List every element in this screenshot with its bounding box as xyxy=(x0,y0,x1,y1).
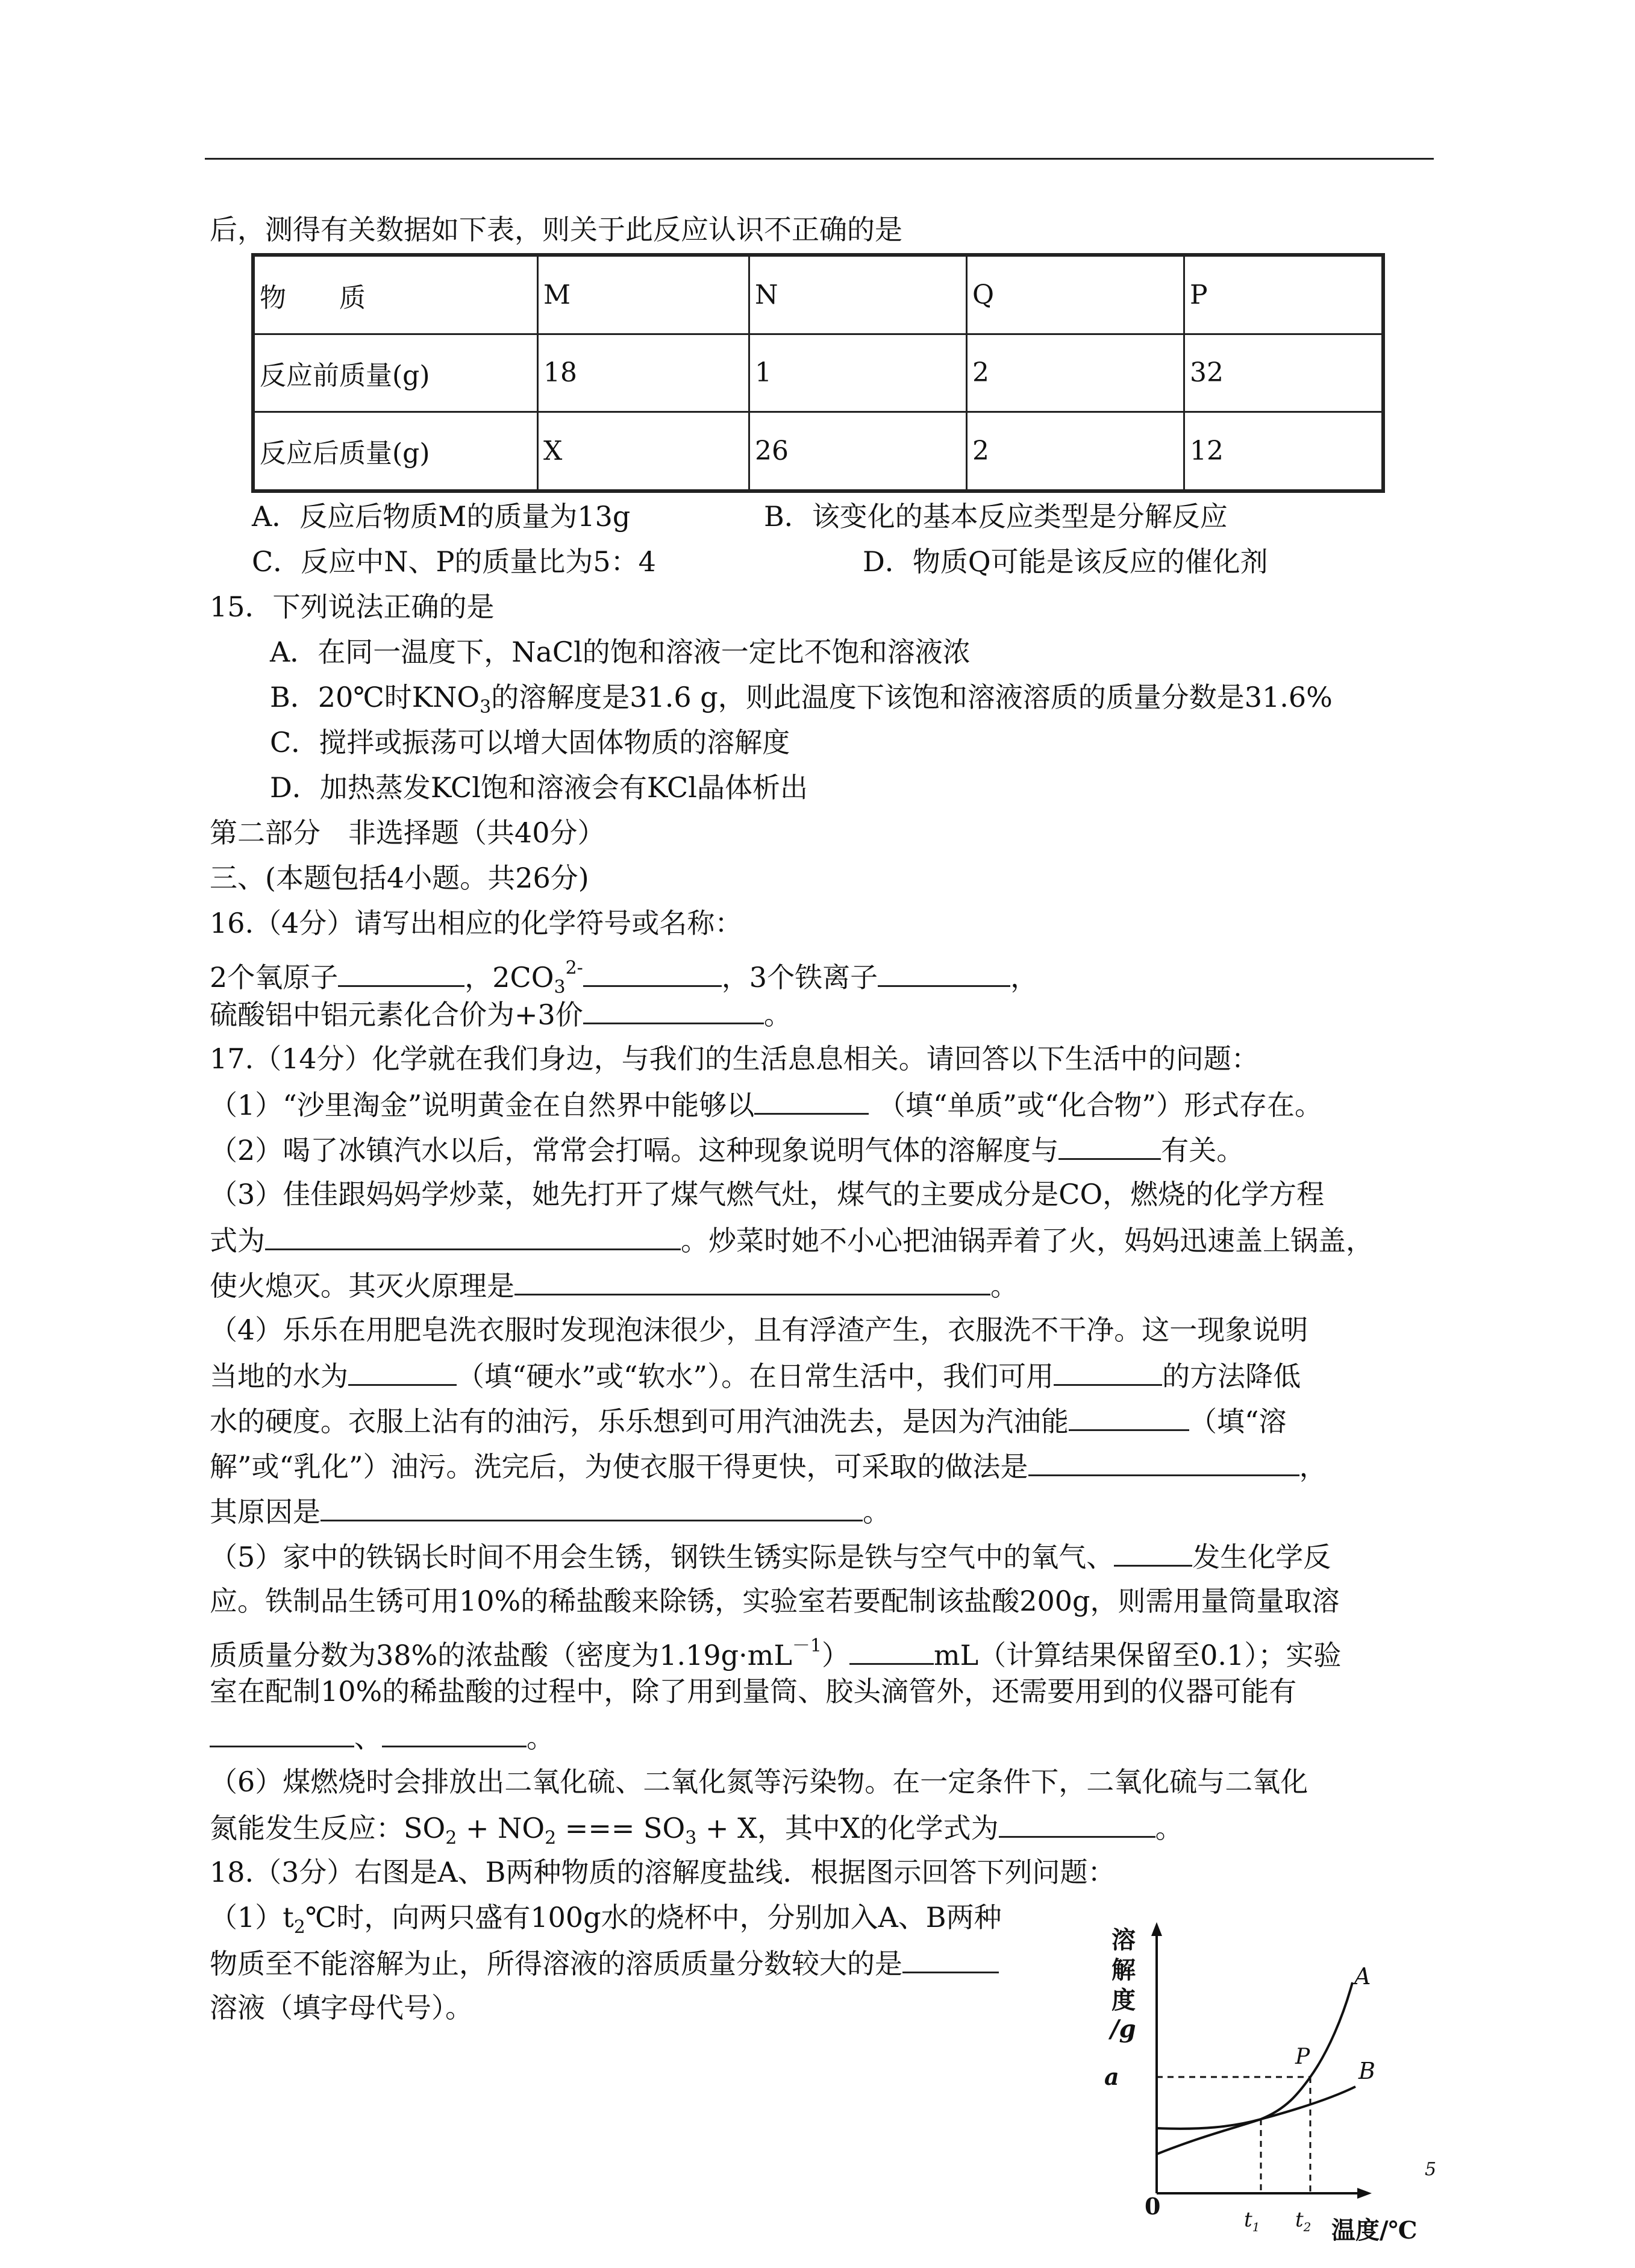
q17-part-4-line-2: 当地的水为 （填“硬水”或“软水”）。在日常生活中，我们可用 的方法降低 xyxy=(210,1358,1301,1394)
answer-blank xyxy=(320,1493,863,1521)
answer-blank xyxy=(583,959,722,987)
table-cell: 2 xyxy=(967,412,1184,491)
point-p-label: P xyxy=(1295,2044,1310,2069)
q17-part-4-line-5: 其原因是 。 xyxy=(210,1493,890,1529)
answer-blank xyxy=(999,1809,1155,1838)
a-value-label: a xyxy=(1104,2063,1119,2090)
q17-part-4-line-1: （4）乐乐在用肥皂洗衣服时发现泡沫很少，且有浮渣产生，衣服洗不干净。这一现象说明 xyxy=(210,1314,1308,1346)
q17-part-3-line-3: 使火熄灭。其灭火原理是 。 xyxy=(210,1267,1018,1303)
q17-part-5-line-1: （5）家中的铁锅长时间不用会生锈，钢铁生锈实际是铁与空气中的氧气、 发生化学反 xyxy=(210,1538,1331,1574)
answer-blank xyxy=(878,959,1010,987)
y-axis-label-2: 解 xyxy=(1111,1956,1136,1984)
answer-blank xyxy=(265,1222,681,1250)
origin-label: 0 xyxy=(1145,2193,1161,2220)
table-cell: 32 xyxy=(1184,334,1384,412)
q15-stem: 15．下列说法正确的是 xyxy=(210,590,495,623)
q16-line-1: 2个氧原子 ，$2CO_3^{2-}$ ，3个铁离子 ， xyxy=(210,957,1039,998)
q15-option-a: A．在同一温度下，NaCl的饱和溶液一定比不饱和溶液浓 xyxy=(270,636,971,668)
curve-b xyxy=(1157,2087,1355,2129)
q17-stem: 17.（14分）化学就在我们身边，与我们的生活息息相关。请回答以下生活中的问题： xyxy=(210,1042,1259,1075)
curve-a-label: A xyxy=(1354,1963,1371,1990)
q17-part-5-line-3: 质质量分数为38%的浓盐酸（密度为$1.19g\cdot mL^{-1}$） mL（计算结果保留至0.1）；实验 xyxy=(210,1635,1342,1671)
table-cell: 2 xyxy=(967,334,1184,412)
x-axis-label: 温度/℃ xyxy=(1331,2216,1418,2245)
answer-blank xyxy=(902,1945,999,1973)
table-cell: P xyxy=(1184,255,1384,334)
table-cell: 26 xyxy=(749,412,967,491)
q14-option-a: A．反应后物质M的质量为13g xyxy=(252,500,631,533)
edge-mark: 5 xyxy=(1425,2159,1437,2180)
table-cell: 18 xyxy=(538,334,749,412)
table-cell: Q xyxy=(967,255,1184,334)
reaction-data-table xyxy=(251,253,1385,493)
q15-option-b: B．20℃时$KNO_3$的溶解度是31.6 g，则此温度下该饱和溶液溶质的质量分数是31.6% xyxy=(270,681,1333,718)
answer-blank xyxy=(348,1358,457,1386)
table-row xyxy=(253,334,1383,412)
table-cell: X xyxy=(538,412,749,491)
table-header-row xyxy=(253,255,1383,334)
t2-label: $t_2$ xyxy=(1295,2208,1311,2234)
section-three-heading: 三、(本题包括4小题。共26分) xyxy=(210,862,589,894)
answer-blank xyxy=(1058,1132,1161,1160)
table-cell: N xyxy=(749,255,967,334)
question-intro: 后，测得有关数据如下表，则关于此反应认识不正确的是 xyxy=(210,213,902,246)
q14-option-b: B．该变化的基本反应类型是分解反应 xyxy=(764,500,1228,533)
answer-blank xyxy=(1028,1448,1299,1476)
q16-stem: 16.（4分）请写出相应的化学符号或名称： xyxy=(210,907,743,939)
q17-part-4-line-4: 解”或“乳化”）油污。洗完后，为使衣服干得更快，可采取的做法是 ， xyxy=(210,1448,1327,1484)
header-rule xyxy=(205,158,1434,160)
q14-option-c: C．反应中N、P的质量比为5：4 xyxy=(252,545,656,578)
table-cell: 1 xyxy=(749,334,967,412)
answer-blank xyxy=(210,1719,354,1747)
answer-blank xyxy=(1114,1538,1192,1567)
curve-b-label: B xyxy=(1358,2058,1375,2084)
y-axis-label-4: /g xyxy=(1110,2015,1136,2043)
table-cell: M xyxy=(538,255,749,334)
q17-part-5-line-5: 、 。 xyxy=(210,1719,554,1755)
y-axis-label-1: 溶 xyxy=(1111,1926,1136,1954)
q16-line-2: 硫酸铝中铝元素化合价为+3价 。 xyxy=(210,996,792,1032)
q15-option-c: C．搅拌或振荡可以增大固体物质的溶解度 xyxy=(270,726,790,759)
table-cell: 反应前质量(g) xyxy=(253,334,538,412)
answer-blank xyxy=(1069,1403,1189,1431)
q14-option-d: D．物质Q可能是该反应的催化剂 xyxy=(863,545,1268,578)
table-cell: 物 质 xyxy=(253,255,538,334)
q18-part-1-line-1: $(1)t_2℃$时，向两只盛有100g水的烧杯中，分别加入A、B两种 xyxy=(210,1901,1002,1938)
table-row xyxy=(253,412,1383,491)
q18-part-1-line-2: 物质至不能溶解为止，所得溶液的溶质质量分数较大的是 xyxy=(210,1945,999,1981)
x-axis-arrow-icon xyxy=(1357,2188,1372,2199)
q18-stem: 18.（3分）右图是A、B两种物质的溶解度盐线．根据图示回答下列问题： xyxy=(210,1856,1116,1888)
q18-part-1-line-3: 溶液（填字母代号）。 xyxy=(210,1991,473,2024)
q17-part-5-line-4: 室在配制10%的稀盐酸的过程中，除了用到量筒、胶头滴管外，还需要用到的仪器可能有 xyxy=(210,1675,1297,1708)
q17-part-1: （1）“沙里淘金”说明黄金在自然界中能够以 （填“单质”或“化合物”）形式存在。 xyxy=(210,1086,1322,1123)
answer-blank xyxy=(754,1086,869,1115)
table-cell: 反应后质量(g) xyxy=(253,412,538,491)
answer-blank xyxy=(514,1267,990,1295)
q17-part-4-line-3: 水的硬度。衣服上沾有的油污，乐乐想到可用汽油洗去，是因为汽油能 （填“溶 xyxy=(210,1403,1287,1439)
table-cell: 12 xyxy=(1184,412,1384,491)
answer-blank xyxy=(583,996,764,1024)
answer-blank xyxy=(849,1637,934,1665)
answer-blank xyxy=(1054,1358,1162,1386)
answer-blank xyxy=(382,1719,527,1747)
q17-part-6-line-2: 氮能发生反应：$SO_2 + NO_2$ === $SO_3 + X$，其中X的化学式为 。 xyxy=(210,1809,1183,1856)
q17-part-5-line-2: 应。铁制品生锈可用10%的稀盐酸来除锈，实验室若要配制该盐酸200g，则需用量筒量取溶 xyxy=(210,1585,1340,1617)
q17-part-3-line-1: （3）佳佳跟妈妈学炒菜，她先打开了煤气燃气灶，煤气的主要成分是CO，燃烧的化学方程 xyxy=(210,1178,1325,1211)
y-axis-label-3: 度 xyxy=(1111,1986,1136,2014)
answer-blank xyxy=(338,959,464,987)
q17-part-6-line-1: （6）煤燃烧时会排放出二氧化硫、二氧化氮等污染物。在一定条件下，二氧化硫与二氧化 xyxy=(210,1765,1308,1798)
part-two-heading: 第二部分 非选择题（共40分） xyxy=(210,816,605,849)
y-axis-arrow-icon xyxy=(1151,1922,1162,1936)
q17-part-3-line-2: 式为 。炒菜时她不小心把油锅弄着了火，妈妈迅速盖上锅盖， xyxy=(210,1222,1374,1258)
q15-option-d: D．加热蒸发KCl饱和溶液会有KCl晶体析出 xyxy=(270,771,808,804)
q17-part-2: （2）喝了冰镇汽水以后，常常会打嗝。这种现象说明气体的溶解度与 有关。 xyxy=(210,1132,1244,1168)
solubility-curve-graph xyxy=(1087,1919,1449,2245)
t1-label: $t_1$ xyxy=(1244,2208,1260,2234)
